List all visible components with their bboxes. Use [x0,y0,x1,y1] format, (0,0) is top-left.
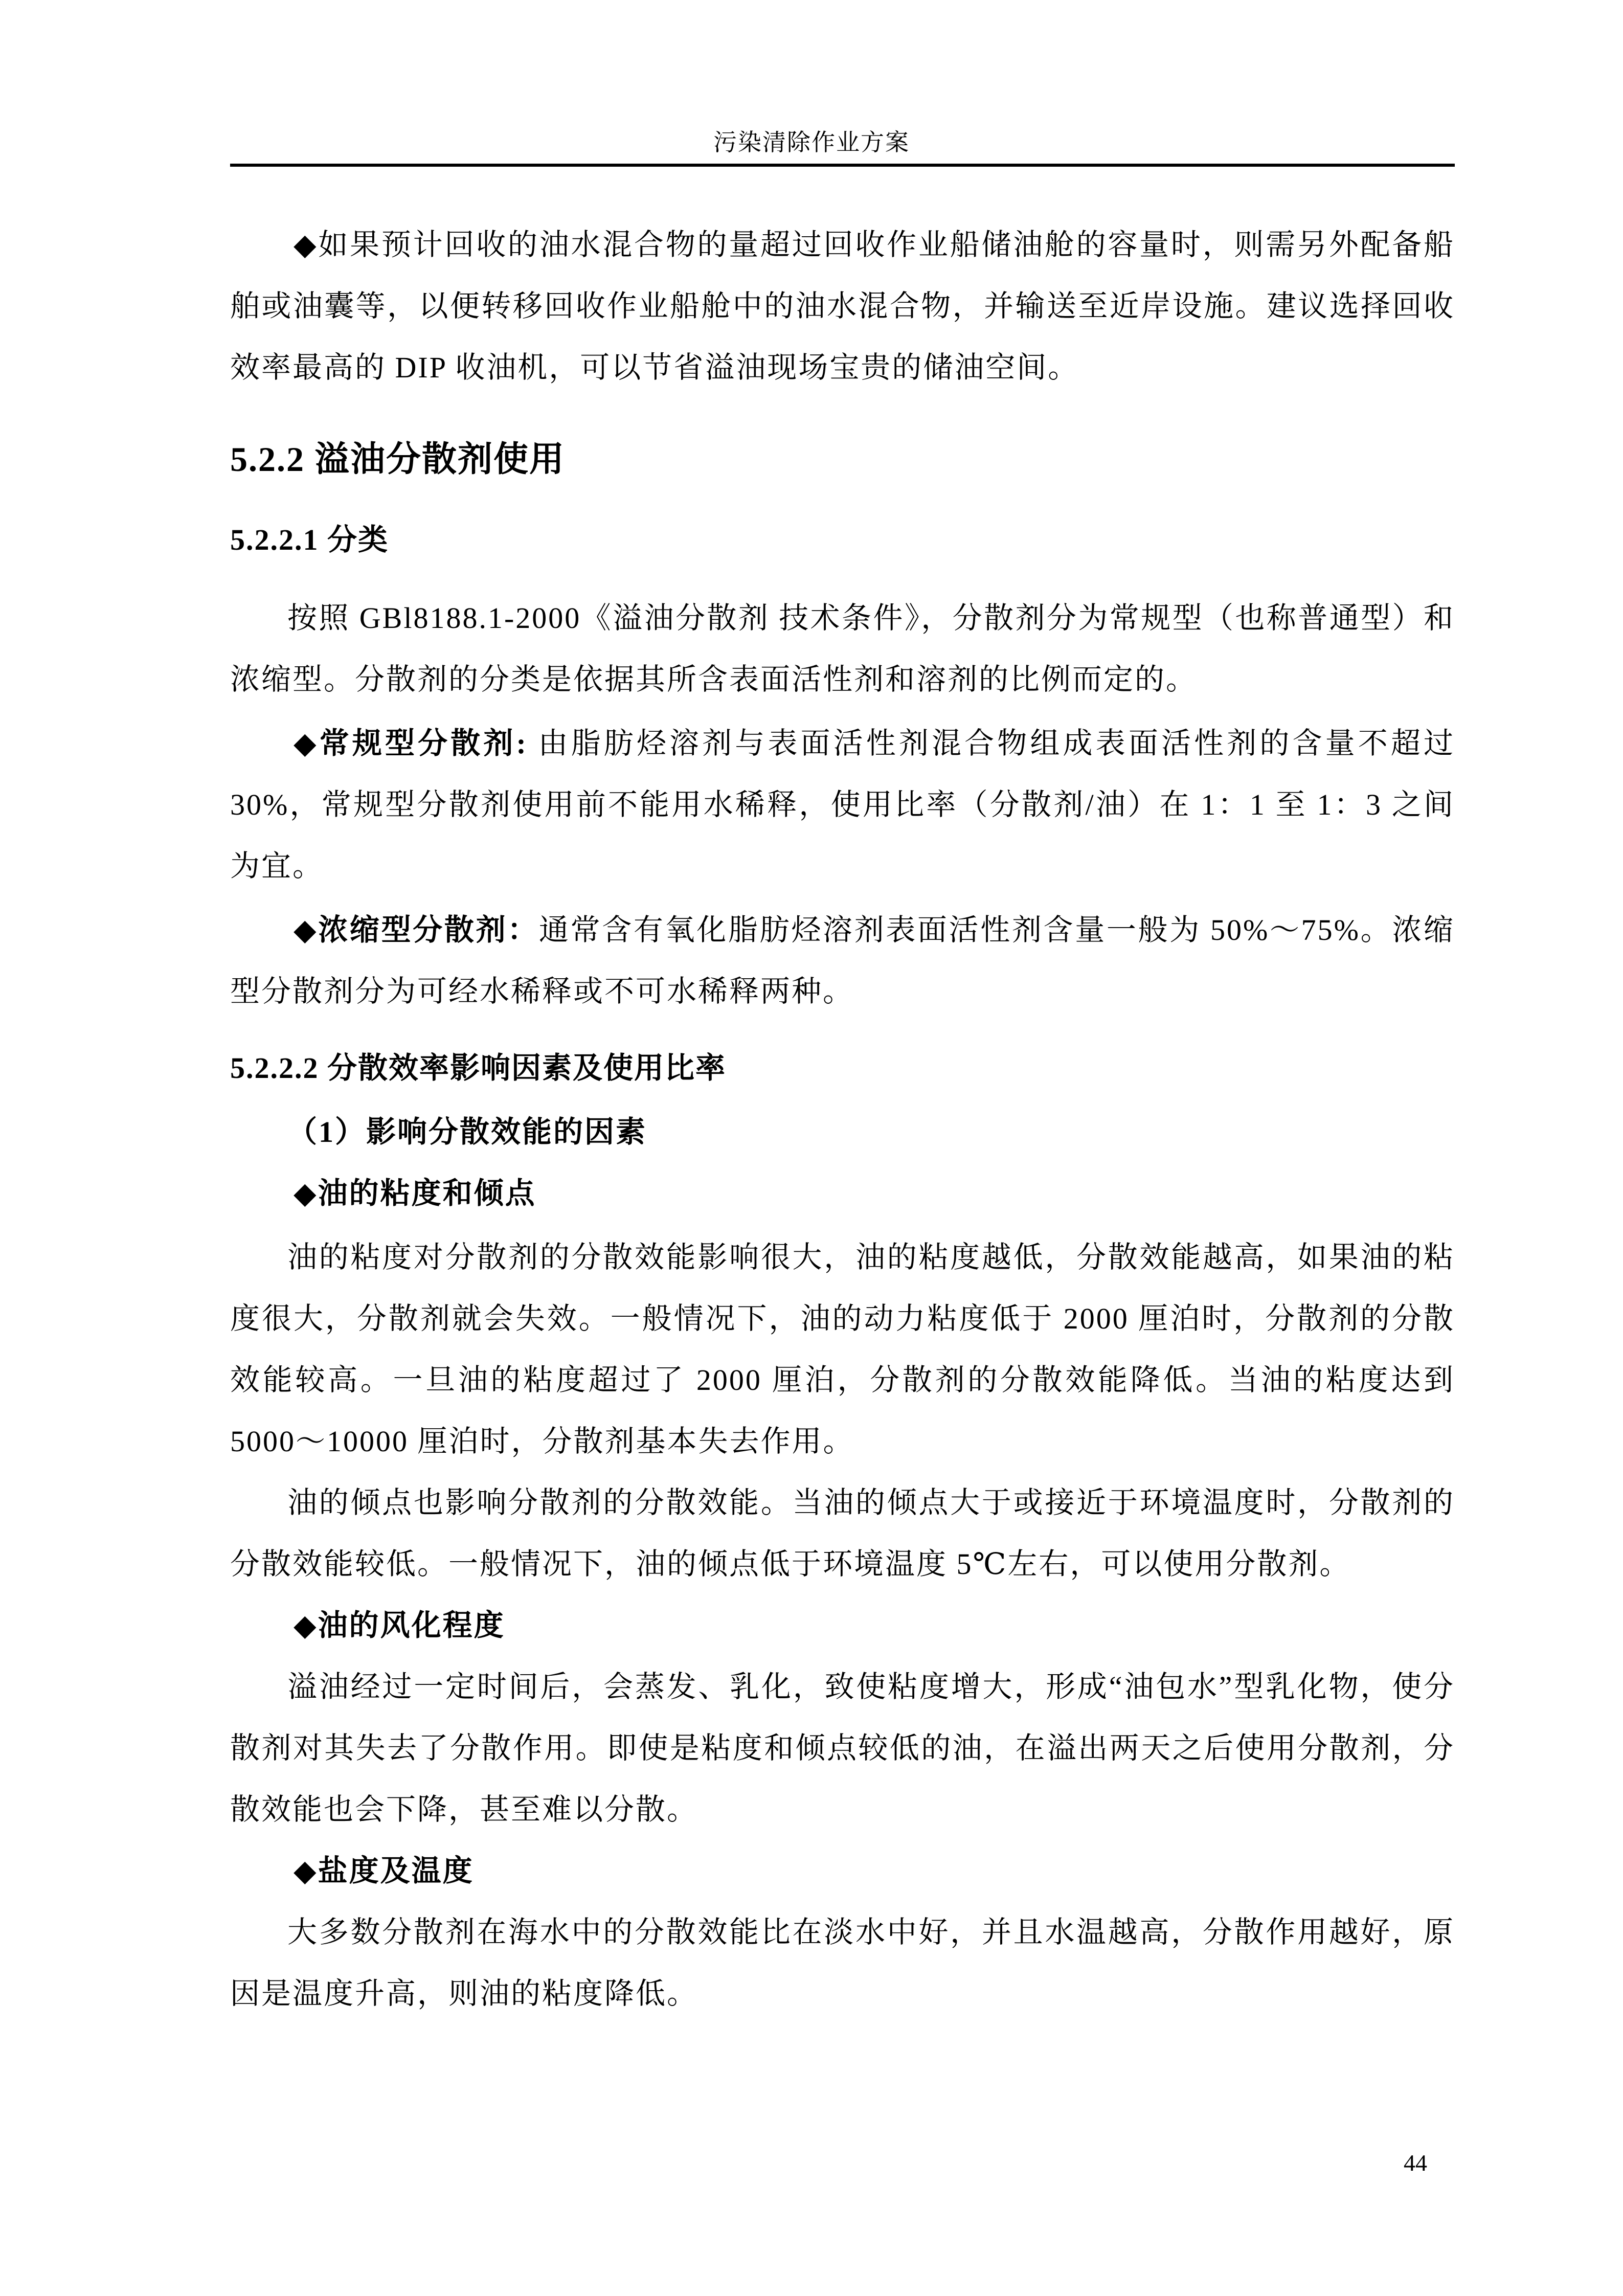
heading-dispersion-factors: （1）影响分散效能的因素 [287,1115,647,1149]
document-body [230,214,1455,2024]
conventional-dispersant-text: 由脂肪烃溶剂与表面活性剂混合物组成表面活性剂的含量不超过 30%，常规型分散剂使用前不能用水稀释，使用比率（分散剂/油）在 1：1 至 1：3 之间为宜。 [230,727,1455,883]
page-number: 44 [1404,2150,1427,2176]
paragraph-classification: 按照 GBl8188.1-2000《溢油分散剂 技术条件》，分散剂分为常规型（也称普通型）和浓缩型。分散剂的分类是依据其所含表面活性剂和溶剂的比例而定的。 [230,601,1455,696]
paragraph-weathering: 溢油经过一定时间后，会蒸发、乳化，致使粘度增大，形成“油包水”型乳化物，使分散剂对其失去了分散作用。即使是粘度和倾点较低的油，在溢出两天之后使用分散剂，分散效能也会下降，甚至难以分散。 [230,1670,1455,1826]
heading-5-2-2-1: 5.2.2.1 分类 [230,523,389,556]
paragraph-conventional-dispersant [230,713,1455,897]
header-rule [230,164,1455,167]
paragraph-viscosity: 油的粘度对分散剂的分散效能影响很大，油的粘度越低，分散效能越高，如果油的粘度很大，分散剂就会失效。一般情况下，油的动力粘度低于 2000 厘泊时，分散剂的分散效能较高。一旦油的粘度超过了 2000 厘泊，分散剂的分散效能降低。当油的粘度达到 5000～10000 厘泊时，分散剂基本失去作用。 [230,1241,1455,1458]
page-header [0,0,1623,167]
concentrated-dispersant-label: ◆浓缩型分散剂： [294,913,539,947]
heading-oil-weathering: ◆油的风化程度 [294,1609,505,1642]
paragraph-concentrated-dispersant [230,899,1455,1022]
heading-oil-viscosity-pour-point: ◆油的粘度和倾点 [294,1177,536,1210]
heading-5-2-2: 5.2.2 溢油分散剂使用 [230,440,566,479]
header-title: 污染清除作业方案 [713,129,910,155]
concentrated-dispersant-text: 通常含有氧化脂肪烃溶剂表面活性剂含量一般为 50%～75%。浓缩型分散剂分为可经水稀释或不可水稀释两种。 [230,913,1455,1008]
heading-salinity-temperature: ◆盐度及温度 [294,1854,474,1887]
heading-5-2-2-2: 5.2.2.2 分散效率影响因素及使用比率 [230,1051,727,1085]
conventional-dispersant-label: ◆常规型分散剂: [294,727,538,760]
paragraph-recovery-capacity: ◆如果预计回收的油水混合物的量超过回收作业船储油舱的容量时，则需另外配备船舶或油囊等，以便转移回收作业船舱中的油水混合物，并输送至近岸设施。建议选择回收效率最高的 DIP 收油机，可以节省溢油现场宝贵的储油空间。 [230,228,1455,384]
paragraph-salinity-temperature: 大多数分散剂在海水中的分散效能比在淡水中好，并且水温越高，分散作用越好，原因是温度升高，则油的粘度降低。 [230,1916,1455,2010]
paragraph-pour-point: 油的倾点也影响分散剂的分散效能。当油的倾点大于或接近于环境温度时，分散剂的分散效能较低。一般情况下，油的倾点低于环境温度 5℃左右，可以使用分散剂。 [230,1486,1455,1581]
